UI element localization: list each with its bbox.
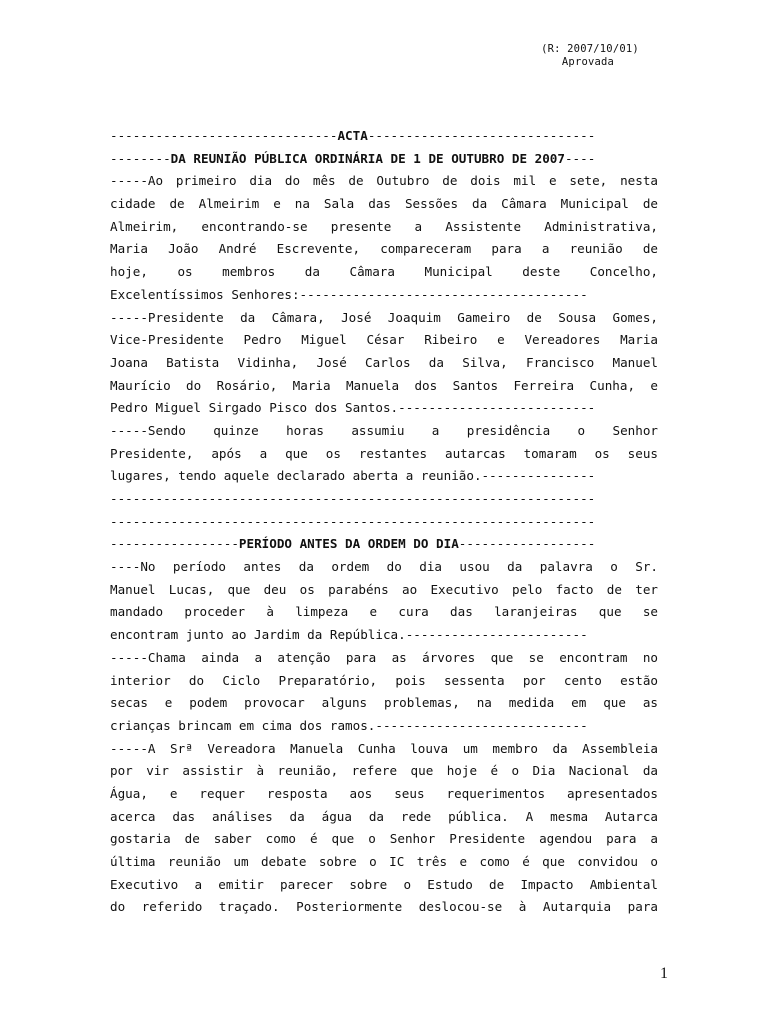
text-line: última reunião um debate sobre o IC três e como é que convidou o — [110, 854, 658, 869]
text-line: hoje, os membros da Câmara Municipal deste Concelho, — [110, 264, 658, 280]
text-line: Manuel Lucas, que deu os parabéns ao Executivo pelo facto de ter — [110, 581, 658, 597]
page-number: 1 — [660, 965, 668, 982]
text-line: -----Sendo quinze horas assumiu a presidência o Senhor — [110, 422, 658, 438]
text-line: ---------------------------------------------------------------- — [110, 513, 596, 529]
text-line: -----Chama ainda a atenção para as árvores que se encontram no — [110, 649, 658, 665]
text-line: Executivo a emitir parecer sobre o Estudo de Impacto Ambiental — [110, 876, 658, 892]
text-line: ---------------------------------------------------------------- — [110, 491, 596, 506]
section-heading-line: ------------------------------ACTA------------------------------ — [110, 128, 596, 143]
text-line: Presidente, após a que os restantes autarcas tomaram os seus — [110, 445, 658, 461]
text-line: Maria João André Escrevente, compareceram para a reunião de — [110, 241, 658, 257]
minutes-body — [110, 125, 658, 919]
approval-status: Aprovada — [561, 56, 615, 68]
section-heading-line: -----------------PERÍODO ANTES DA ORDEM DO DIA------------------ — [110, 536, 596, 552]
text-line: -----Presidente da Câmara, José Joaquim Gameiro de Sousa Gomes, — [110, 309, 658, 325]
text-line: gostaria de saber como é que o Senhor Presidente agendou para a — [110, 831, 658, 847]
text-line: Joana Batista Vidinha, José Carlos da Silva, Francisco Manuel — [110, 354, 658, 370]
text-line: Água, e requer resposta aos seus requerimentos apresentados — [110, 785, 658, 801]
text-line: por vir assistir à reunião, refere que hoje é o Dia Nacional da — [110, 763, 658, 779]
text-line: Pedro Miguel Sirgado Pisco dos Santos.-------------------------- — [110, 400, 596, 416]
text-line: lugares, tendo aquele declarado aberta a reunião.--------------- — [110, 468, 596, 484]
text-line: crianças brincam em cima dos ramos.---------------------------- — [110, 717, 588, 733]
reference-code: (R: 2007/10/01) — [541, 43, 639, 55]
text-line: Excelentíssimos Senhores:-------------------------------------- — [110, 286, 588, 302]
text-line: acerca das análises da água da rede pública. A mesma Autarca — [110, 808, 658, 824]
text-line: -----A Srª Vereadora Manuela Cunha louva um membro da Assembleia — [110, 740, 658, 756]
text-line: -----Ao primeiro dia do mês de Outubro de dois mil e sete, nesta — [110, 173, 658, 189]
text-line: Almeirim, encontrando-se presente a Assistente Administrativa, — [110, 218, 658, 234]
text-line: encontram junto ao Jardim da República.------------------------ — [110, 627, 588, 643]
text-line: mandado proceder à limpeza e cura das laranjeiras que se — [110, 604, 658, 620]
text-line: Vice-Presidente Pedro Miguel César Ribeiro e Vereadores Maria — [110, 332, 658, 348]
text-line: cidade de Almeirim e na Sala das Sessões da Câmara Municipal de — [110, 196, 658, 212]
text-line: Maurício do Rosário, Maria Manuela dos Santos Ferreira Cunha, e — [110, 377, 658, 393]
text-line: ----No período antes da ordem do dia usou da palavra o Sr. — [110, 559, 658, 575]
text-line: secas e podem provocar alguns problemas, na medida em que as — [110, 695, 658, 711]
text-line: interior do Ciclo Preparatório, pois sessenta por cento estão — [110, 672, 658, 688]
section-heading-line: --------DA REUNIÃO PÚBLICA ORDINÁRIA DE 1 DE OUTUBRO DE 2007---- — [110, 150, 596, 166]
text-line: do referido traçado. Posteriormente deslocou-se à Autarquia para — [110, 899, 658, 915]
